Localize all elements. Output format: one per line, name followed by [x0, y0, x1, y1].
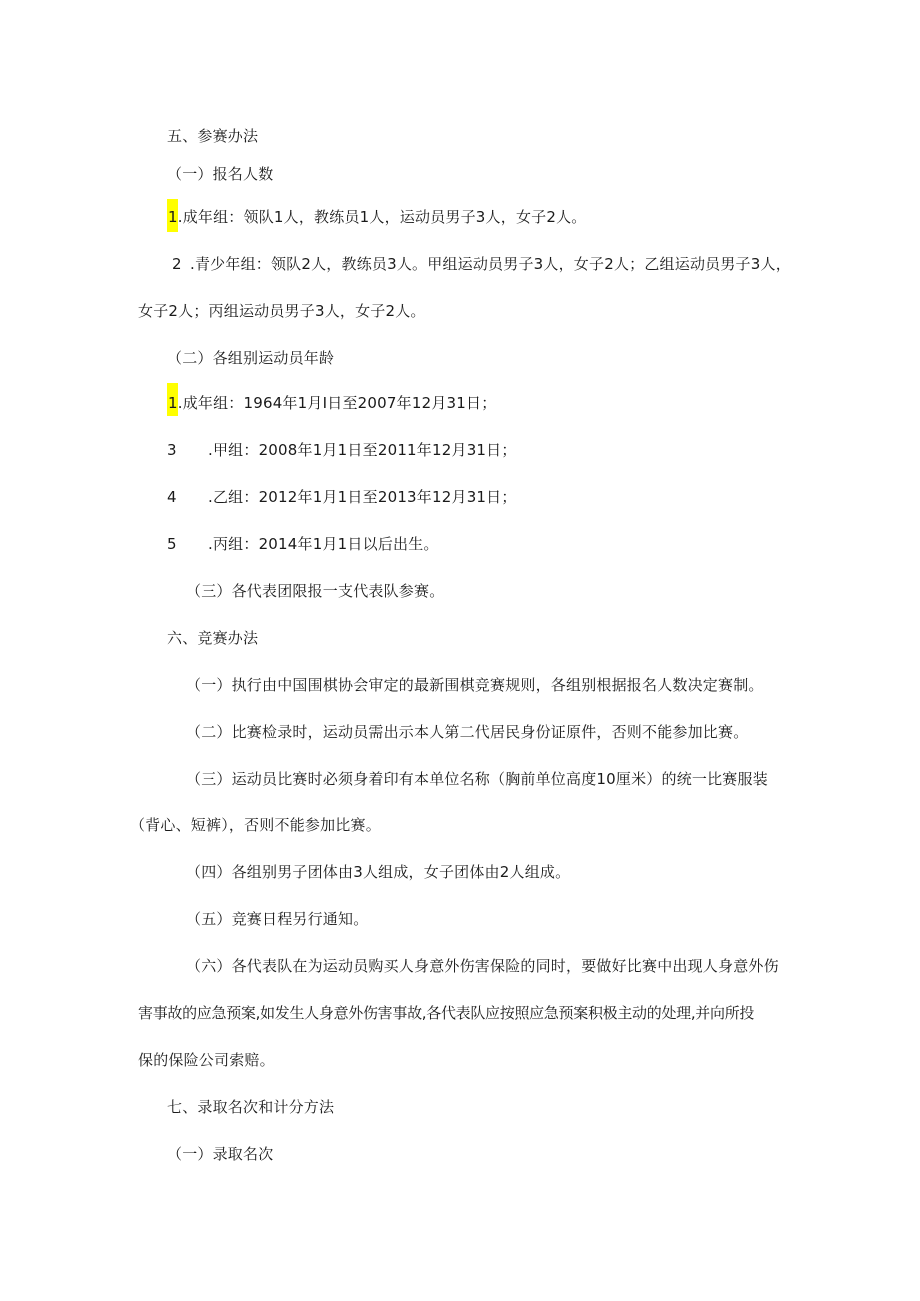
list-number: 3 — [167, 441, 177, 459]
age-group-a: .甲组：2008年1月1日至2011年12月31日； — [208, 441, 517, 459]
subheading-registration-count: （一）报名人数 — [167, 165, 274, 183]
subheading-rankings: （一）录取名次 — [167, 1145, 274, 1163]
rule-6: （六）各代表队在为运动员购买人身意外伤害保险的同时，要做好比赛中出现人身意外伤 — [186, 957, 779, 975]
rule-4: （四）各组别男子团体由3人组成，女子团体由2人组成。 — [186, 863, 571, 881]
team-limit: （三）各代表团限报一支代表队参赛。 — [186, 582, 445, 600]
section-heading-7: 七、录取名次和计分方法 — [167, 1098, 335, 1116]
section-heading-5: 五、参赛办法 — [167, 127, 259, 145]
list-number: 2 — [172, 255, 182, 273]
youth-group-quota-cont: 女子2人；丙组运动员男子3人，女子2人。 — [138, 302, 426, 320]
rule-1: （一）执行由中国围棋协会审定的最新围棋竞赛规则，各组别根据报名人数决定赛制。 — [186, 676, 764, 694]
subheading-age-limits: （二）各组别运动员年龄 — [167, 349, 335, 367]
section-heading-6: 六、竞赛办法 — [167, 629, 259, 647]
rule-2: （二）比赛检录时，运动员需出示本人第二代居民身份证原件，否则不能参加比赛。 — [186, 723, 749, 741]
rule-6-cont: 害事故的应急预案,如发生人身意外伤害事故,各代表队应按照应急预案积极主动的处理,并向所投 — [138, 1004, 755, 1022]
youth-group-quota: .青少年组：领队2人，教练员3人。甲组运动员男子3人，女子2人；乙组运动员男子3人， — [190, 255, 791, 273]
age-group-b: .乙组：2012年1月1日至2013年12月31日； — [208, 488, 517, 506]
rule-3-cont: （背心、短裤），否则不能参加比赛。 — [130, 816, 381, 834]
rule-6-cont2: 保的保险公司索赔。 — [138, 1051, 275, 1069]
list-number: 5 — [167, 535, 177, 553]
rule-3: （三）运动员比赛时必须身着印有本单位名称（胸前单位高度10厘米）的统一比赛服装 — [186, 770, 768, 788]
age-group-c: .丙组：2014年1月1日以后出生。 — [208, 535, 439, 553]
rule-5: （五）竞赛日程另行通知。 — [186, 910, 369, 928]
list-number: 4 — [167, 488, 177, 506]
age-adult: 1.成年组：1964年1月I日至2007年12月31日； — [168, 394, 497, 412]
adult-group-quota: 1.成年组：领队1人，教练员1人，运动员男子3人，女子2人。 — [168, 208, 587, 226]
